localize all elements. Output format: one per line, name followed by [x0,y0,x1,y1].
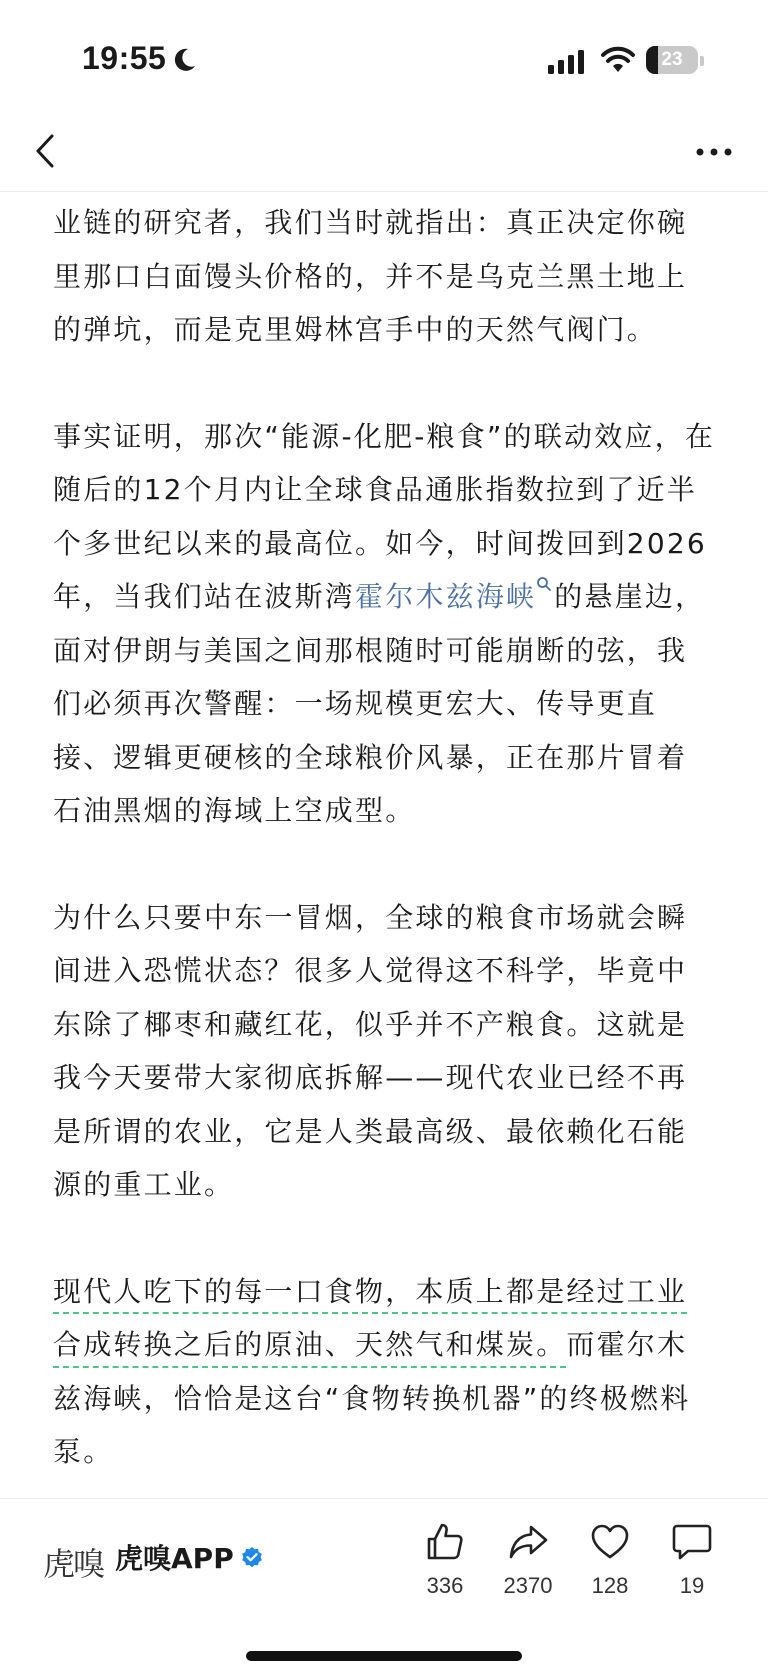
like-count: 336 [426,1573,464,1598]
paragraph-2-text-before: 事实证明，那次“能源-化肥-粮食”的联动效应，在随后的12个月内让全球食品通胀指数拉到了近半个多世纪以来的最高位。如今，时间拨回到2026年，当我们站在波斯湾 [53,419,716,613]
article-body [53,196,717,1479]
moon-icon [170,46,198,74]
comment-button[interactable] [652,1521,732,1599]
share-arrow-icon [507,1521,549,1563]
publisher-logo[interactable]: 虎嗅 [43,1545,104,1583]
battery-icon [646,46,698,74]
cellular-signal-icon [548,50,586,74]
favorite-button[interactable] [570,1521,650,1599]
share-button[interactable] [488,1521,568,1599]
keyword-link[interactable] [355,580,554,613]
heart-icon [589,1521,631,1563]
author-name[interactable]: 虎嗅APP [115,1542,234,1575]
verified-badge-icon [240,1546,264,1570]
status-bar [0,0,768,110]
comment-bubble-icon [671,1521,713,1563]
like-button[interactable] [405,1521,485,1599]
keyword-link-text: 霍尔木兹海峡 [355,580,537,613]
paragraph-4 [53,1265,717,1479]
favorite-count: 128 [591,1573,629,1598]
paragraph-1: 业链的研究者，我们当时就指出：真正决定你碗里那口白面馒头价格的，并不是乌克兰黑土地上的弹坑，而是克里姆林宫手中的天然气阀门。 [53,206,688,346]
paragraph-4-text-after: 而霍尔木兹海峡，恰恰是这台“食物转换机器”的终极燃料泵。 [53,1328,691,1468]
search-icon [536,576,552,592]
battery-level: 23 [661,49,683,70]
nav-bar [0,110,768,192]
bottom-action-bar [0,1498,768,1670]
home-indicator[interactable] [246,1651,522,1661]
highlighted-quote[interactable]: 现代人吃下的每一口食物，本质上都是经过工业合成转换之后的原油、天然气和煤炭。 [53,1274,688,1361]
thumbs-up-icon [424,1521,466,1563]
wifi-icon [600,46,636,74]
battery-cap [700,56,704,66]
chevron-left-icon[interactable] [26,128,66,174]
paragraph-3: 为什么只要中东一冒烟，全球的粮食市场就会瞬间进入恐慌状态？很多人觉得这不科学，毕竟中东除了椰枣和藏红花，似乎并不产粮食。这就是我今天要带大家彻底拆解——现代农业已经不再是所谓的农业，它是人类最高级、最依赖化石能源的重工业。 [53,900,688,1201]
share-count: 2370 [503,1573,553,1598]
more-dots-icon[interactable] [692,134,736,170]
paragraph-2 [53,410,717,838]
paragraph-2-text-after: 的悬崖边，面对伊朗与美国之间那根随时可能崩断的弦，我们必须再次警醒：一场规模更宏大、传导更直接、逻辑更硬核的全球粮价风暴，正在那片冒着石油黑烟的海域上空成型。 [53,580,706,827]
status-time: 19:55 [82,40,167,76]
comment-count: 19 [679,1573,705,1598]
